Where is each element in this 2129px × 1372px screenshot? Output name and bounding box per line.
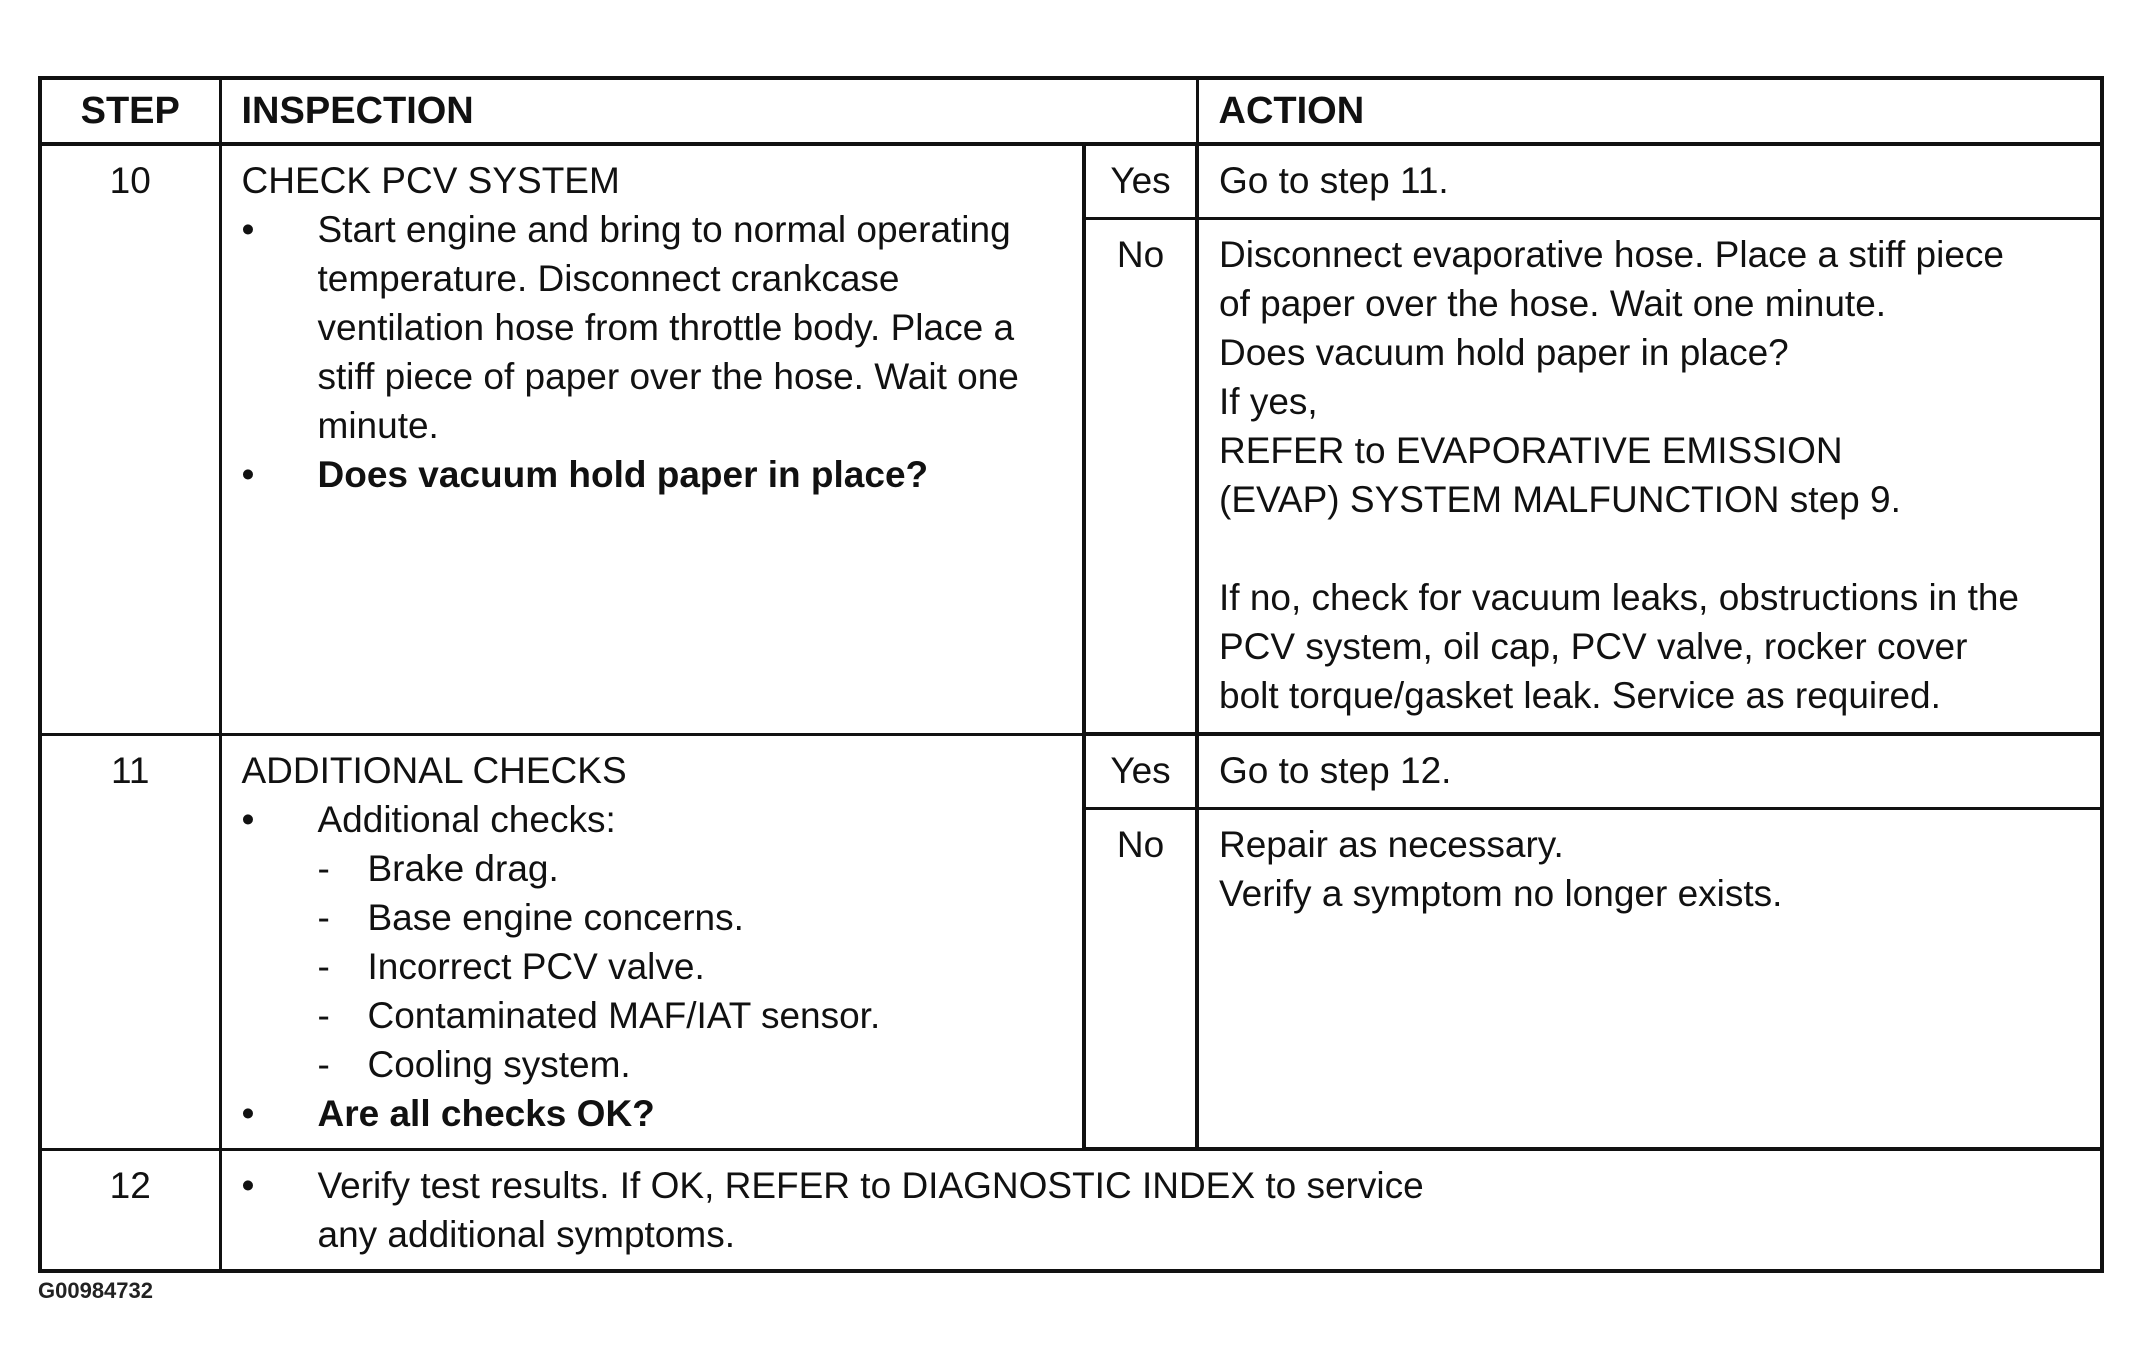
dash-icon: -: [317, 847, 330, 889]
action-line: Disconnect evaporative hose. Place a stiff piece: [1219, 234, 2004, 275]
step-10-yes-label: Yes: [1084, 144, 1197, 219]
bullet-icon: •: [241, 1165, 255, 1206]
step-11-bullet-1: [242, 795, 1063, 1089]
sub-list-item: [318, 844, 1063, 893]
diagnostic-table: [38, 76, 2104, 1273]
dash-icon: -: [317, 945, 330, 987]
action-line: REFER to EVAPORATIVE EMISSION: [1219, 430, 1843, 471]
inspection-header: INSPECTION: [220, 78, 1197, 144]
step-10-no-label: No: [1084, 219, 1197, 735]
step-10-question: [242, 450, 1063, 499]
step-12-number: 12: [40, 1149, 220, 1271]
step-10-no-action: [1197, 219, 2102, 735]
step-10-question-text: Does vacuum hold paper in place?: [317, 454, 929, 495]
step-11-yes-row: [40, 734, 2102, 809]
step-12-bullet-1: [242, 1161, 2081, 1259]
sub-list-item: [318, 991, 1063, 1040]
step-11-yes-action: Go to step 12.: [1197, 734, 2102, 809]
step-10-bullet-1-text: Start engine and bring to normal operating temperature. Disconnect crankcase ventilation hose from throttle body. Place a stiff piece of paper over the hose. Wait one minute.: [317, 209, 1019, 446]
step-11-no-action: [1197, 809, 2102, 1150]
step-10-number: 10: [40, 144, 220, 734]
step-10-title: CHECK PCV SYSTEM: [241, 160, 620, 201]
action-line: Does vacuum hold paper in place?: [1219, 332, 1789, 373]
step-10-bullet-1: [242, 205, 1063, 450]
bullet-icon: •: [241, 454, 255, 495]
step-10-inspection: [220, 144, 1084, 734]
step-11-question: [242, 1089, 1063, 1138]
action-line: PCV system, oil cap, PCV valve, rocker cover: [1219, 626, 1968, 667]
step-11-bullet-1-text: Additional checks:: [317, 798, 616, 840]
action-line: Repair as necessary.: [1219, 824, 1564, 865]
step-12-inspection: [220, 1149, 2102, 1271]
action-line: If yes,: [1219, 381, 1318, 422]
sub-item-text: Cooling system.: [367, 1043, 631, 1085]
sub-item-text: Brake drag.: [367, 847, 559, 889]
step-12-row: [40, 1149, 2102, 1271]
action-header: ACTION: [1197, 78, 2102, 144]
bullet-icon: •: [241, 209, 255, 250]
figure-id: G00984732: [38, 1278, 153, 1303]
sub-item-text: Incorrect PCV valve.: [367, 945, 705, 987]
step-10-yes-row: [40, 144, 2102, 219]
step-12-line: Verify test results. If OK, REFER to DIAGNOSTIC INDEX to service: [317, 1165, 1424, 1206]
step-11-sub-list: [318, 844, 1063, 1089]
dash-icon: -: [317, 896, 330, 938]
sub-list-item: [318, 893, 1063, 942]
bullet-icon: •: [241, 798, 255, 840]
action-line: bolt torque/gasket leak. Service as required.: [1219, 675, 1941, 716]
step-12-line: any additional symptoms.: [317, 1214, 735, 1255]
action-line: Verify a symptom no longer exists.: [1219, 873, 1783, 914]
header-row: [40, 78, 2102, 144]
step-11-question-text: Are all checks OK?: [317, 1092, 655, 1134]
bullet-icon: •: [241, 1092, 255, 1134]
step-11-title: ADDITIONAL CHECKS: [241, 749, 627, 791]
step-11-number: 11: [40, 734, 220, 1149]
dash-icon: -: [317, 994, 330, 1036]
step-11-yes-label: Yes: [1084, 734, 1197, 809]
sub-list-item: [318, 1040, 1063, 1089]
action-line: of paper over the hose. Wait one minute.: [1219, 283, 1887, 324]
step-11-no-label: No: [1084, 809, 1197, 1150]
step-10-yes-action: Go to step 11.: [1197, 144, 2102, 219]
step-11-inspection: [220, 734, 1084, 1149]
paragraph-gap: [1219, 524, 2086, 573]
sub-list-item: [318, 942, 1063, 991]
action-line: (EVAP) SYSTEM MALFUNCTION step 9.: [1219, 479, 1901, 520]
action-line: If no, check for vacuum leaks, obstructions in the: [1219, 577, 2019, 618]
step-header: STEP: [40, 78, 220, 144]
sub-item-text: Contaminated MAF/IAT sensor.: [367, 994, 881, 1036]
dash-icon: -: [317, 1043, 330, 1085]
sub-item-text: Base engine concerns.: [367, 896, 744, 938]
